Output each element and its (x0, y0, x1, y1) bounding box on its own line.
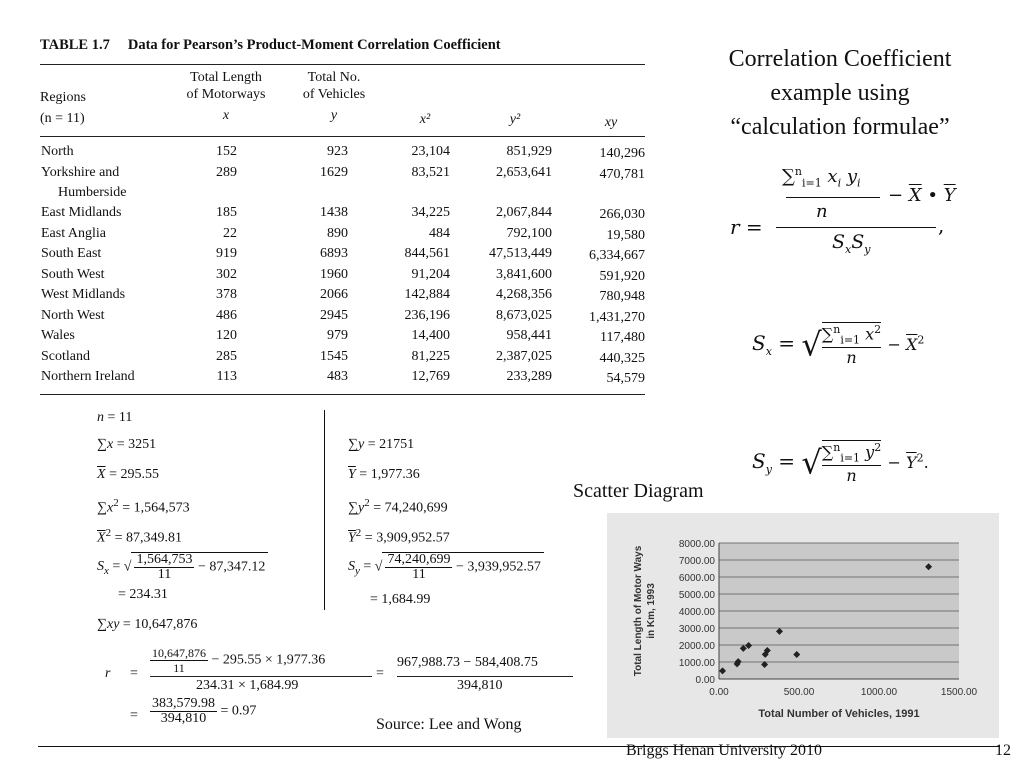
cell-x: 185 (216, 205, 237, 220)
cell-y2: 3,841,600 (496, 266, 552, 282)
cell-region: West Midlands (41, 287, 126, 302)
footer-rule (38, 746, 1000, 747)
cell-x2: 484 (429, 225, 450, 241)
calc-r-step2-num: 967,988.73 − 584,408.75 (397, 655, 538, 670)
cell-x2: 142,884 (404, 287, 450, 302)
cell-xy: 54,579 (606, 371, 645, 386)
cell-x2: 83,521 (411, 164, 450, 180)
calc-mean-x-sq: $\overline{X}^2 = 87,349.81$ (97, 527, 182, 546)
scatter-chart (607, 513, 999, 738)
calc-sy: $S_y$ = √ $\frac{74,240,699}{11}$ − 3,939,952.57 (348, 552, 544, 582)
header-y2: y² (509, 112, 521, 127)
calc-sx-result: = 234.31 (118, 587, 168, 602)
cell-y: 1545 (320, 348, 348, 364)
cell-region: East Anglia (41, 225, 106, 241)
cell-y2: 792,100 (506, 225, 552, 241)
cell-y2: 958,441 (506, 328, 552, 343)
table-caption: Data for Pearson’s Product-Moment Correlation Coefficient (127, 37, 501, 53)
slide-title: Correlation Coefficient example using “calculation formulae” (728, 46, 952, 140)
calc-r-step2-den: 394,810 (457, 678, 503, 693)
cell-region: Northern Ireland (41, 369, 135, 384)
cell-y: 1960 (320, 266, 348, 282)
cell-region: South West (41, 266, 105, 282)
cell-y: 6893 (320, 246, 348, 261)
cell-region: Scotland (41, 348, 90, 364)
cell-x2: 23,104 (411, 144, 450, 159)
table-number: TABLE 1.7 (40, 37, 110, 53)
cell-x2: 844,561 (404, 246, 450, 261)
source-note: Source: Lee and Wong (376, 716, 522, 733)
x-tick-label: 500.00 (783, 687, 815, 698)
calc-sum-y2: $\sum y^2 = 74,240,699$ (348, 497, 448, 516)
cell-region-continued: Humberside (58, 184, 127, 200)
cell-xy: 440,325 (599, 350, 645, 366)
y-tick-label: 2000.00 (678, 641, 715, 652)
calc-sum-y: ∑y = 21751 (348, 437, 415, 452)
header-xy: xy (604, 115, 618, 130)
calc-sum-xy: ∑xy = 10,647,876 (97, 617, 198, 632)
cell-xy: 19,580 (606, 227, 645, 243)
y-tick-label: 4000.00 (678, 607, 715, 618)
scatter-svg (607, 513, 999, 738)
cell-x: 302 (216, 266, 237, 282)
cell-x2: 91,204 (411, 266, 450, 282)
cell-y2: 8,673,025 (496, 307, 552, 323)
calc-mean-y: $\overline{Y} = 1,977.36$ (348, 467, 420, 482)
cell-xy: 266,030 (599, 207, 645, 222)
cell-y2: 47,513,449 (489, 246, 552, 261)
cell-xy: 780,948 (599, 289, 645, 304)
cell-x2: 14,400 (411, 328, 450, 343)
cell-y2: 233,289 (506, 369, 552, 384)
calc-sy-result: = 1,684.99 (370, 592, 431, 607)
formula-sy: $S_y$ = √ $\frac{\sum^n_{i=1} y^2}{n}$ − $\overline{Y}^2$. (752, 441, 929, 485)
calc-r-step2-bar (397, 676, 573, 677)
cell-x2: 236,196 (404, 307, 450, 323)
cell-region: Wales (41, 328, 75, 343)
cell-y: 979 (327, 328, 348, 343)
y-axis-label: Total Length of Motor Ways (633, 545, 644, 677)
cell-xy: 6,334,667 (589, 248, 645, 263)
header-regions: Regions (n = 11) (40, 90, 86, 126)
cell-xy: 140,296 (599, 146, 645, 161)
scatter-caption: Scatter Diagram (573, 480, 704, 502)
page-number: 12 (995, 742, 1011, 759)
cell-xy: 1,431,270 (589, 309, 645, 325)
cell-xy: 117,480 (600, 330, 645, 345)
calc-r-eq1: = (130, 666, 138, 681)
cell-x: 486 (216, 307, 237, 323)
cell-y: 483 (327, 369, 348, 384)
cell-y: 923 (327, 144, 348, 159)
cell-x: 113 (216, 369, 237, 384)
calc-n: n = 11 (97, 410, 133, 425)
cell-y: 890 (327, 225, 348, 241)
cell-region: Yorkshire and (41, 164, 120, 180)
cell-x: 22 (223, 225, 237, 241)
cell-region: South East (41, 246, 102, 261)
calc-sx: $S_x$ = √ $\frac{1,564,753}{11}$ − 87,347.12 (97, 552, 268, 582)
cell-y2: 851,929 (506, 144, 552, 159)
calc-sum-x2: $\sum x^2 = 1,564,573$ (97, 497, 190, 516)
cell-xy: 591,920 (599, 268, 645, 284)
cell-y2: 4,268,356 (496, 287, 552, 302)
cell-xy: 470,781 (599, 166, 645, 182)
calc-r-step3: $\frac{383,579.98}{394,810}$ = 0.97 (152, 696, 257, 726)
cell-x: 289 (216, 164, 237, 180)
x-axis-label: Total Number of Vehicles, 1991 (758, 708, 920, 720)
x-tick-label: 1000.00 (860, 687, 898, 698)
y-axis-label-line2: in Km, 1993 (646, 583, 657, 639)
calc-r-fraction-bar (150, 676, 372, 677)
calc-sum-x: ∑x = 3251 (97, 437, 157, 452)
y-tick-label: 6000.00 (678, 573, 715, 584)
header-x2: x² (419, 112, 431, 127)
cell-x: 378 (216, 287, 237, 302)
calc-r-numerator: $\frac{10,647,876}{11}$ − 295.55 × 1,977.36 (152, 646, 326, 675)
y-tick-label: 0.00 (695, 675, 715, 686)
calc-r-symbol: r (105, 666, 111, 681)
calc-r-eq3: = (130, 708, 138, 723)
cell-y: 1629 (320, 164, 348, 180)
table-bottom-rule (40, 394, 645, 395)
y-tick-label: 7000.00 (678, 556, 715, 567)
calc-r-denominator: 234.31 × 1,684.99 (196, 678, 299, 693)
footer-text: Briggs Henan University 2010 (626, 742, 822, 759)
cell-region: East Midlands (41, 205, 122, 220)
y-tick-label: 1000.00 (678, 658, 715, 669)
cell-x: 285 (216, 348, 237, 364)
cell-x: 919 (216, 246, 237, 261)
cell-y2: 2,387,025 (496, 348, 552, 364)
cell-x2: 12,769 (411, 369, 450, 384)
y-tick-label: 3000.00 (678, 624, 715, 635)
y-tick-label: 8000.00 (678, 539, 715, 550)
x-tick-label: 0.00 (709, 687, 729, 698)
calc-divider (324, 410, 325, 610)
cell-x2: 34,225 (411, 205, 450, 220)
y-tick-label: 5000.00 (678, 590, 715, 601)
header-vehicles: Total No. of Vehicles y (302, 70, 366, 123)
cell-y2: 2,653,641 (496, 164, 552, 180)
cell-y2: 2,067,844 (496, 205, 552, 220)
x-tick-label: 1500.00 (940, 687, 978, 698)
cell-x: 120 (216, 328, 237, 343)
table-header-rule (40, 136, 645, 137)
calc-r-eq2: = (376, 666, 384, 681)
cell-region: North West (41, 307, 105, 323)
formula-sx: $S_x$ = √ $\frac{\sum^n_{i=1} x^2}{n}$ − $\overline{X}^2$ (752, 323, 925, 367)
cell-region: North (41, 144, 74, 159)
table-title (40, 37, 501, 54)
cell-y: 2066 (320, 287, 348, 302)
header-length: Total Length of Motorways x (186, 70, 266, 123)
calc-mean-x: $\overline{X} = 295.55$ (97, 467, 159, 482)
cell-x2: 81,225 (411, 348, 450, 364)
cell-x: 152 (216, 144, 237, 159)
cell-y: 2945 (320, 307, 348, 323)
table-top-rule (40, 64, 645, 65)
cell-y: 1438 (320, 205, 348, 220)
calc-mean-y-sq: $\overline{Y}^2 = 3,909,952.57$ (348, 527, 450, 546)
